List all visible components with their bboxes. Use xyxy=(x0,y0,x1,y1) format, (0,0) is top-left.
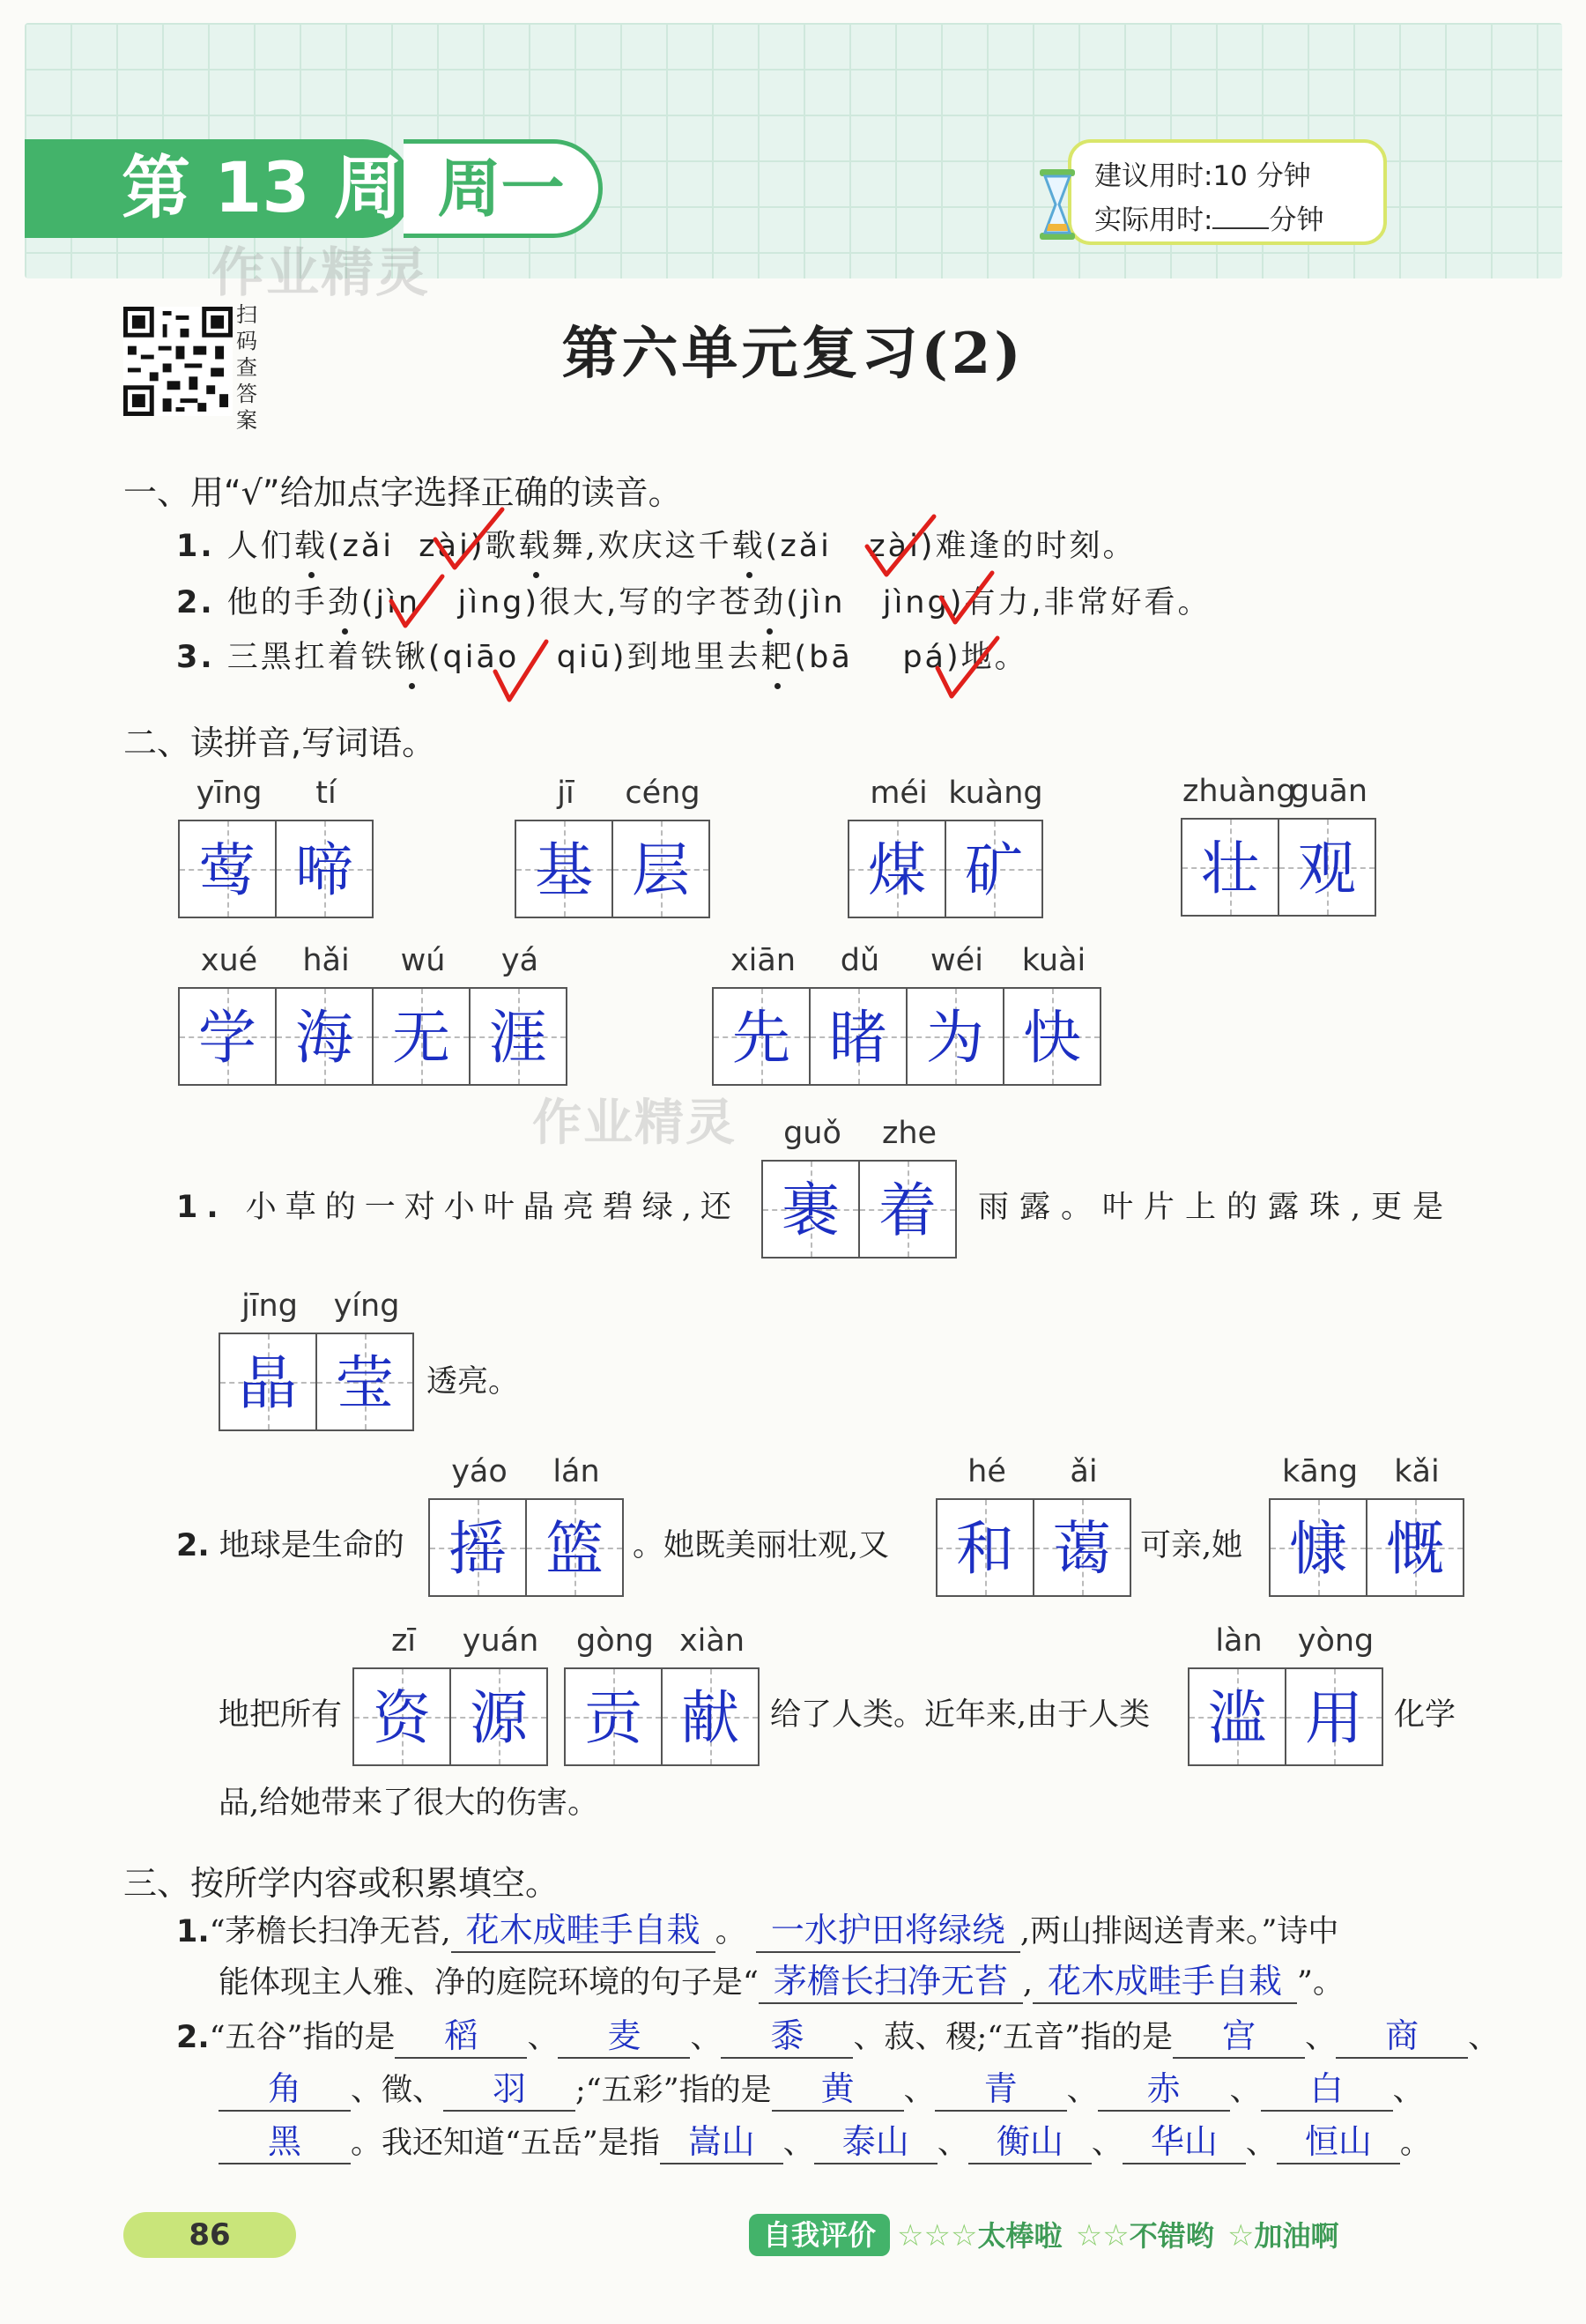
answer-blank[interactable]: 赤 xyxy=(1098,2068,1230,2112)
eval-keep-going[interactable]: 加油啊 xyxy=(1254,2219,1339,2253)
answer-cell[interactable]: kāng 慷 xyxy=(1269,1498,1367,1597)
s3-q1-line1: 1.“茅檐长扫净无苔, 花木成畦手自栽 。 一水护田将绿绕 ,两山排闼送青来。”诗中 xyxy=(176,1907,1338,1956)
answer-cell[interactable]: guān 观 xyxy=(1278,818,1376,917)
s2-q1-text: 1. 小草的一对小叶晶亮碧绿,还 xyxy=(176,1190,740,1225)
page-title: 第六单元复习(2) xyxy=(561,321,1025,387)
s3-q1-line2: 能体现主人雅、净的庭院环境的句子是“ 茅檐长扫净无苔 , 花木成畦手自栽 ”。 xyxy=(219,1958,1344,2008)
s2-q2-text-5: 给了人类。近年来,由于人类 xyxy=(770,1697,1151,1733)
s2-q2-grid-2 xyxy=(936,1454,1130,1597)
star-icon[interactable]: ☆☆☆ xyxy=(897,2218,978,2253)
answer-cell[interactable]: zhuàng 壮 xyxy=(1181,818,1279,917)
answer-cell[interactable]: ǎi 蔼 xyxy=(1033,1498,1131,1597)
s2-q1-end: 透亮。 xyxy=(426,1364,520,1400)
answer-cell[interactable]: lán 篮 xyxy=(525,1498,624,1597)
actual-time-suffix: 分钟 xyxy=(1269,204,1324,236)
check-mark-icon xyxy=(932,633,1003,703)
word-grid-1 xyxy=(178,776,372,918)
self-eval-tag: 自我评价 xyxy=(749,2214,890,2256)
answer-cell[interactable]: hǎi 海 xyxy=(275,987,374,1086)
answer-blank[interactable]: 宫 xyxy=(1173,2015,1305,2059)
s2-q2-grid-1 xyxy=(428,1454,622,1597)
actual-time-prefix: 实际用时: xyxy=(1094,204,1213,236)
s3-q2-line1: 2.“五谷”指的是 稻 、 麦 、 黍 、菽、稷;“五音”指的是 宫 、 商 、 xyxy=(176,2013,1499,2062)
suggested-time: 建议用时:10 分钟 xyxy=(1094,160,1311,192)
s2-q2-grid-6 xyxy=(1188,1623,1382,1766)
answer-blank[interactable]: 华山 xyxy=(1123,2120,1246,2164)
check-mark-icon xyxy=(936,568,997,629)
answer-cell[interactable]: kǎi 慨 xyxy=(1366,1498,1464,1597)
s1-item-1: 1. 人们载(zǎi zài)歌载舞,欢庆这千载(zǎi zài)难逢的时刻。 xyxy=(176,522,1136,566)
answer-cell[interactable]: jīng 晶 xyxy=(219,1333,317,1431)
check-mark-icon xyxy=(430,504,509,575)
day-badge: 周一 xyxy=(404,139,603,238)
answer-cell[interactable]: zī 资 xyxy=(352,1667,451,1766)
self-eval-options xyxy=(897,2214,1338,2254)
answer-cell[interactable]: wéi 为 xyxy=(906,987,1004,1086)
answer-cell[interactable]: xiàn 献 xyxy=(661,1667,760,1766)
answer-blank[interactable]: 角 xyxy=(219,2068,351,2112)
star-icon[interactable]: ☆ xyxy=(1227,2218,1255,2253)
answer-cell[interactable]: zhe 着 xyxy=(858,1160,957,1259)
star-icon[interactable]: ☆☆ xyxy=(1075,2218,1130,2253)
answer-blank[interactable]: 羽 xyxy=(443,2068,575,2112)
s1-item-2: 2. 他的手劲(jìn jìng)很大,写的字苍劲(jìn jìng)有力,非常好看。 xyxy=(176,578,1212,622)
s2-q2-text-1: 2. 地球是生命的 xyxy=(176,1528,404,1563)
answer-blank[interactable]: 商 xyxy=(1336,2015,1468,2059)
answer-blank[interactable]: 花木成畦手自栽 xyxy=(1033,1960,1297,2004)
section2-title: 二、读拼音,写词语。 xyxy=(123,724,436,762)
word-grid-4 xyxy=(1181,774,1375,917)
s2-q2-text-7: 品,给她带来了很大的伤害。 xyxy=(219,1786,599,1821)
answer-blank[interactable]: 黍 xyxy=(721,2015,853,2059)
word-grid-5 xyxy=(178,943,566,1086)
answer-cell[interactable]: yáo 摇 xyxy=(428,1498,527,1597)
hourglass-icon xyxy=(1036,167,1078,241)
word-grid-6 xyxy=(712,943,1100,1086)
s1-item-3: 3. 三黑扛着铁锹(qiāo qiū)到地里去耙(bā pá)地。 xyxy=(176,633,1028,677)
answer-cell[interactable]: xiān 先 xyxy=(712,987,811,1086)
section1-title: 一、用“√”给加点字选择正确的读音。 xyxy=(123,473,682,512)
s2-q1-after: 雨露。叶片上的露珠,更是 xyxy=(978,1190,1455,1225)
s2-q1-grid-1 xyxy=(761,1116,955,1259)
s2-q2-grid-4 xyxy=(352,1623,546,1766)
s3-q2-line3: 黑 。我还知道“五岳”是指 嵩山 、 泰山 、 衡山 、 华山 、 恒山 。 xyxy=(219,2119,1431,2168)
answer-cell[interactable]: céng 层 xyxy=(611,820,710,918)
answer-cell[interactable]: làn 滥 xyxy=(1188,1667,1286,1766)
answer-blank[interactable]: 青 xyxy=(935,2068,1067,2112)
answer-blank[interactable]: 白 xyxy=(1261,2068,1393,2112)
answer-cell[interactable]: guǒ 裹 xyxy=(761,1160,860,1259)
answer-cell[interactable]: dǔ 睹 xyxy=(809,987,908,1086)
time-box xyxy=(1068,139,1387,245)
s2-q2-grid-5 xyxy=(564,1623,758,1766)
answer-blank[interactable]: 黑 xyxy=(219,2120,351,2164)
check-mark-icon xyxy=(862,511,941,582)
answer-cell[interactable]: méi 煤 xyxy=(848,820,946,918)
answer-blank[interactable]: 衡山 xyxy=(968,2120,1092,2164)
s2-q2-text-3: 可亲,她 xyxy=(1140,1528,1243,1563)
answer-blank[interactable]: 嵩山 xyxy=(660,2120,783,2164)
word-grid-2 xyxy=(515,776,708,918)
check-mark-icon xyxy=(386,571,448,633)
check-mark-icon xyxy=(490,636,552,707)
week-badge: 第 13 周 xyxy=(25,139,412,238)
answer-cell[interactable]: yá 涯 xyxy=(469,987,567,1086)
answer-blank[interactable]: 黄 xyxy=(772,2068,904,2112)
answer-cell[interactable]: yīng 莺 xyxy=(178,820,277,918)
s2-q2-grid-3 xyxy=(1269,1454,1463,1597)
answer-cell[interactable]: hé 和 xyxy=(936,1498,1034,1597)
answer-blank[interactable]: 泰山 xyxy=(814,2120,938,2164)
answer-blank[interactable]: 茅檐长扫净无苔 xyxy=(759,1960,1023,2004)
s2-q1-grid-2 xyxy=(219,1288,412,1431)
answer-blank[interactable]: 麦 xyxy=(558,2015,690,2059)
answer-blank[interactable]: 一水护田将绿绕 xyxy=(756,1909,1020,1953)
s2-q2-text-6: 化学 xyxy=(1394,1697,1456,1733)
answer-cell[interactable]: yíng 莹 xyxy=(315,1333,414,1431)
answer-cell[interactable]: xué 学 xyxy=(178,987,277,1086)
answer-cell[interactable]: jī 基 xyxy=(515,820,613,918)
answer-cell[interactable]: tí 啼 xyxy=(275,820,374,918)
eval-good[interactable]: 不错哟 xyxy=(1129,2219,1214,2253)
answer-blank[interactable]: 稻 xyxy=(395,2015,527,2059)
s3-q2-line2: 角 、徵、 羽 ;“五彩”指的是 黄 、 青 、 赤 、 白 、 xyxy=(219,2066,1424,2115)
answer-cell[interactable]: yòng 用 xyxy=(1285,1667,1383,1766)
watermark: 作业精灵 xyxy=(211,242,430,304)
answer-cell[interactable]: kuài 快 xyxy=(1003,987,1101,1086)
actual-time xyxy=(1094,197,1323,237)
answer-blank[interactable]: 花木成畦手自栽 xyxy=(451,1909,715,1953)
qr-label: 扫码查答案 xyxy=(236,302,257,433)
s2-q2-text-4: 地把所有 xyxy=(219,1697,343,1733)
watermark-middle: 作业精灵 xyxy=(532,1095,737,1152)
answer-cell[interactable]: yuán 源 xyxy=(449,1667,548,1766)
answer-blank[interactable]: 恒山 xyxy=(1277,2120,1400,2164)
page-number: 86 xyxy=(123,2212,296,2258)
answer-cell[interactable]: gòng 贡 xyxy=(564,1667,663,1766)
s2-q2-text-2: 。她既美丽壮观,又 xyxy=(633,1528,890,1563)
section3-title: 三、按所学内容或积累填空。 xyxy=(123,1864,560,1903)
eval-great[interactable]: 太棒啦 xyxy=(977,2219,1063,2253)
answer-cell[interactable]: wú 无 xyxy=(372,987,471,1086)
answer-cell[interactable]: kuàng 矿 xyxy=(945,820,1043,918)
word-grid-3 xyxy=(848,776,1043,918)
